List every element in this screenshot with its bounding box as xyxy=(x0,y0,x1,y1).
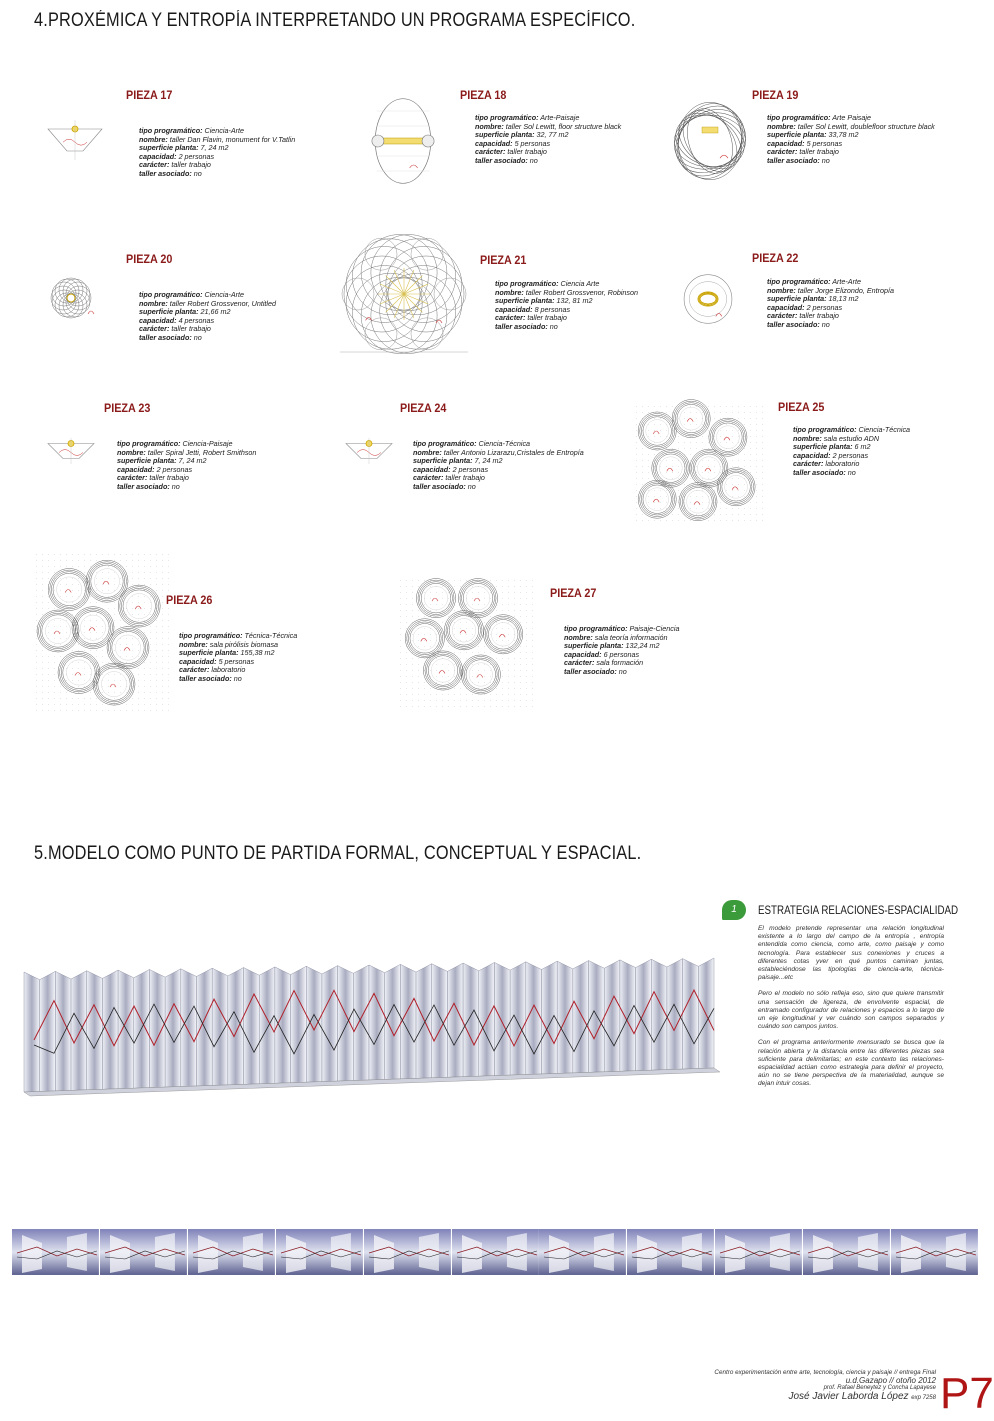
pieza-field-label: nombre: xyxy=(767,285,796,295)
pieza-field-value: 6 m2 xyxy=(854,442,871,452)
pieza-field-value: no xyxy=(233,673,242,683)
pieza-info-row-taller xyxy=(413,483,584,492)
pieza-field-label: carácter: xyxy=(139,324,170,334)
pieza-field-value: 18,13 m2 xyxy=(828,294,859,304)
section5-title: 5.MODELO COMO PUNTO DE PARTIDA FORMAL, CONCEPTUAL Y ESPACIAL. xyxy=(34,843,642,864)
pieza-plan-drawing xyxy=(30,548,170,714)
pieza-field-value: 4 personas xyxy=(178,315,215,325)
pieza-field-label: tipo programático: xyxy=(413,439,477,448)
pieza-field-label: taller asociado: xyxy=(475,155,528,165)
pieza-field-label: superficie planta: xyxy=(767,294,827,304)
pieza-field-value: taller trabajo xyxy=(507,147,547,157)
pieza-field-value: 132, 81 m2 xyxy=(556,296,593,306)
pieza-field-label: tipo programático: xyxy=(767,277,831,286)
pieza-info xyxy=(495,280,638,332)
model-photo-frame xyxy=(627,1229,715,1275)
pieza-field-value: sala pirólisis biomasa xyxy=(209,639,279,649)
pieza-field-value: no xyxy=(193,168,202,178)
footer-line3: prof. Rafael Beneytez y Concha Lapayese xyxy=(823,1385,936,1391)
pieza-field-label: superficie planta: xyxy=(564,641,624,651)
pieza-field-label: nombre: xyxy=(495,287,524,297)
pieza-field-value: taller trabajo xyxy=(171,324,211,334)
pieza-field-label: taller asociado: xyxy=(117,481,170,491)
pieza-field-label: tipo programático: xyxy=(495,279,559,288)
pieza-field-label: carácter: xyxy=(495,313,526,323)
pieza-plan-drawing xyxy=(672,98,748,184)
pieza-field-value: taller Antonio Lizarazu,Cristales de Entropía xyxy=(443,447,584,457)
pieza-field-value: no xyxy=(821,155,830,165)
pieza-info-row-taller xyxy=(475,157,621,166)
pieza-field-value: Ciencia-Técnica xyxy=(478,439,531,448)
model-photo-frame xyxy=(803,1229,891,1275)
pieza-field-value: 2 personas xyxy=(156,464,193,474)
pieza-plan-drawing xyxy=(394,574,534,708)
pieza-field-label: superficie planta: xyxy=(179,648,239,658)
model-photo-frame xyxy=(452,1229,540,1275)
pieza-field-label: taller asociado: xyxy=(767,155,820,165)
pieza-field-value: Arte Paisaje xyxy=(832,113,871,122)
pieza-info xyxy=(767,114,935,166)
pieza-field-label: taller asociado: xyxy=(179,673,232,683)
pieza-field-value: Ciencia Arte xyxy=(560,279,600,288)
pieza-field-label: capacidad: xyxy=(564,649,602,659)
pieza-field-value: sala estudio ADN xyxy=(823,433,880,443)
model-photo-frame xyxy=(364,1229,452,1275)
pieza-field-label: tipo programático: xyxy=(793,425,857,434)
pieza-field-value: Ciencia-Paisaje xyxy=(182,439,233,448)
pieza-field-value: Arte-Arte xyxy=(832,277,861,286)
pieza-field-value: no xyxy=(549,321,558,331)
pieza-field-value: 8 personas xyxy=(534,304,571,314)
pieza-field-label: superficie planta: xyxy=(793,442,853,452)
pieza-field-label: tipo programático: xyxy=(179,631,243,640)
pieza-field-value: 155,38 m2 xyxy=(240,648,275,658)
pieza-field-label: nombre: xyxy=(564,632,593,642)
page-code: P7 xyxy=(940,1369,994,1418)
pieza-title: PIEZA 27 xyxy=(550,586,597,600)
model-photo-frame xyxy=(188,1229,276,1275)
pieza-field-label: tipo programático: xyxy=(139,126,203,135)
pieza-field-label: capacidad: xyxy=(767,138,805,148)
pieza-plan-drawing xyxy=(340,228,468,360)
pieza-field-value: Paisaje-Ciencia xyxy=(629,624,680,633)
pieza-field-label: carácter: xyxy=(179,665,210,675)
pieza-title: PIEZA 26 xyxy=(166,593,213,607)
pieza-field-label: tipo programático: xyxy=(767,113,831,122)
model-photo-frame xyxy=(12,1229,100,1275)
pieza-field-value: no xyxy=(467,481,476,491)
pieza-field-label: superficie planta: xyxy=(767,130,827,140)
pieza-field-value: 7, 24 m2 xyxy=(200,143,229,153)
pieza-field-label: superficie planta: xyxy=(475,130,535,140)
model-photo-frame xyxy=(100,1229,188,1275)
pieza-field-value: taller trabajo xyxy=(445,473,485,483)
pieza-field-value: 21,66 m2 xyxy=(200,307,231,317)
pieza-title: PIEZA 25 xyxy=(778,400,825,414)
strategy-text xyxy=(758,925,944,1097)
pieza-plan-drawing xyxy=(44,118,106,162)
pieza-field-value: 132,24 m2 xyxy=(625,641,660,651)
pieza-field-label: taller asociado: xyxy=(564,666,617,676)
pieza-field-label: superficie planta: xyxy=(139,143,199,153)
pieza-field-value: taller trabajo xyxy=(799,311,839,321)
pieza-field-label: nombre: xyxy=(767,121,796,131)
pieza-field-value: 5 personas xyxy=(218,656,255,666)
pieza-info xyxy=(413,440,584,492)
pieza-info xyxy=(475,114,621,166)
pieza-field-label: taller asociado: xyxy=(139,168,192,178)
pieza-field-label: taller asociado: xyxy=(413,481,466,491)
pieza-field-value: 2 personas xyxy=(806,302,843,312)
pieza-field-label: taller asociado: xyxy=(495,321,548,331)
pieza-field-value: 5 personas xyxy=(514,138,551,148)
pieza-field-label: tipo programático: xyxy=(564,624,628,633)
footer-line2: u.d.Gazapo // otoño 2012 xyxy=(845,1376,936,1385)
pieza-field-label: taller asociado: xyxy=(767,319,820,329)
pieza-plan-drawing xyxy=(630,400,766,524)
pieza-info xyxy=(139,291,276,343)
pieza-field-label: carácter: xyxy=(564,658,595,668)
pieza-field-value: Ciencia-Arte xyxy=(204,126,245,135)
model-photo-strip xyxy=(12,1229,968,1275)
pieza-field-value: 5 personas xyxy=(806,138,843,148)
pieza-field-value: laboratorio xyxy=(825,459,860,469)
pieza-field-value: Técnica-Técnica xyxy=(244,631,298,640)
pieza-title: PIEZA 23 xyxy=(104,401,151,415)
pieza-field-value: 6 personas xyxy=(603,649,640,659)
pieza-field-label: superficie planta: xyxy=(117,456,177,466)
pieza-info-row-taller xyxy=(117,483,256,492)
pieza-info-row-taller xyxy=(767,157,935,166)
pieza-plan-drawing xyxy=(342,436,396,466)
pieza-field-value: taller Robert Grossvenor, Robinson xyxy=(525,287,639,297)
pieza-title: PIEZA 21 xyxy=(480,253,527,267)
pieza-title: PIEZA 19 xyxy=(752,88,799,102)
pieza-field-value: taller Sol Lewitt, floor structure black xyxy=(505,121,622,131)
pieza-field-label: carácter: xyxy=(139,160,170,170)
pieza-field-value: taller Robert Grossvenor, Untitled xyxy=(169,298,277,308)
pieza-info-row-taller xyxy=(179,675,297,684)
pieza-field-value: no xyxy=(171,481,180,491)
pieza-info xyxy=(179,632,297,684)
pieza-field-value: taller trabajo xyxy=(149,473,189,483)
pieza-field-label: carácter: xyxy=(413,473,444,483)
footer-line1: Centro experimentación entre arte, tecnología, ciencia y paisaje // entrega Final xyxy=(714,1369,936,1376)
pieza-field-label: capacidad: xyxy=(413,464,451,474)
pieza-field-label: carácter: xyxy=(117,473,148,483)
pieza-field-value: no xyxy=(193,332,202,342)
strategy-paragraph-1: El modelo pretende representar una relación longitudinal existente a lo largo del campo de la entropía , entropía entendida como ciencia, como arte, como paisaje y como tecnología. Para establecer sus conexiones y cruces a diferentes cotas yver en qué puntos caminan juntas, estableciéndose las tipologías de ciencia-arte, técnica-paisaje...etc xyxy=(758,925,944,982)
footer-credits xyxy=(714,1369,936,1402)
pieza-plan-drawing xyxy=(40,270,102,326)
pieza-field-label: superficie planta: xyxy=(495,296,555,306)
pieza-info xyxy=(793,426,910,478)
strategy-paragraph-2: Pero el modelo no sólo refleja eso, sino que quiere transmitir una sensación de ligereza, de envolvente espacial, de entramado configurador de relaciones y espacios a lo largo de un eje longitudinal y ver cuándo son campos separados y cuándo son campos juntos. xyxy=(758,990,944,1031)
pieza-info xyxy=(139,127,295,179)
pieza-field-value: taller trabajo xyxy=(171,160,211,170)
strategy-title: ESTRATEGIA RELACIONES-ESPACIALIDAD xyxy=(758,905,959,917)
pieza-field-value: 32, 77 m2 xyxy=(536,130,569,140)
pieza-field-label: nombre: xyxy=(139,134,168,144)
pieza-field-label: carácter: xyxy=(793,459,824,469)
pieza-info-row-taller xyxy=(139,334,276,343)
pieza-field-label: capacidad: xyxy=(117,464,155,474)
pieza-field-label: capacidad: xyxy=(767,302,805,312)
pieza-field-value: taller trabajo xyxy=(527,313,567,323)
model-photo-frame xyxy=(715,1229,803,1275)
pieza-info xyxy=(767,278,894,330)
pieza-field-value: no xyxy=(821,319,830,329)
model-photo-frame xyxy=(276,1229,364,1275)
pieza-field-value: laboratorio xyxy=(211,665,246,675)
pieza-field-value: 33,78 m2 xyxy=(828,130,859,140)
pieza-field-label: carácter: xyxy=(767,147,798,157)
pieza-field-value: 2 personas xyxy=(832,450,869,460)
pieza-field-label: taller asociado: xyxy=(793,467,846,477)
pieza-field-value: taller Sol Lewitt, doublefloor structure black xyxy=(797,121,935,131)
pieza-field-label: nombre: xyxy=(179,639,208,649)
pieza-field-label: capacidad: xyxy=(495,304,533,314)
footer-author-line xyxy=(714,1391,936,1402)
pieza-title: PIEZA 20 xyxy=(126,252,173,266)
pieza-field-label: carácter: xyxy=(767,311,798,321)
pieza-field-value: taller Spiral Jetti, Robert Smithson xyxy=(147,447,257,457)
pieza-field-label: superficie planta: xyxy=(139,307,199,317)
pieza-field-value: 7, 24 m2 xyxy=(474,456,503,466)
pieza-field-value: no xyxy=(529,155,538,165)
pieza-field-value: taller Jorge Elizondo, Entropía xyxy=(797,285,895,295)
pieza-field-label: capacidad: xyxy=(139,151,177,161)
strategy-paragraph-3: Con el programa anteriormente mensurado se busca que la relación abierta y la distancia entre las diferentes piezas sea suficiente para delimitarlas; en este contexto las relaciones-espacialidad actúan como estrategia para definir el proyecto, aún no se tiene perspectiva de la materialidad, aunque se dejan intuir cosas. xyxy=(758,1039,944,1088)
pieza-field-value: Arte-Paisaje xyxy=(540,113,580,122)
pieza-field-value: no xyxy=(618,666,627,676)
pieza-info-row-taller xyxy=(793,469,910,478)
pieza-plan-drawing xyxy=(682,270,734,328)
pieza-title: PIEZA 18 xyxy=(460,88,507,102)
pieza-field-label: capacidad: xyxy=(179,656,217,666)
strategy-number-badge: 1 xyxy=(722,900,746,920)
pieza-field-label: taller asociado: xyxy=(139,332,192,342)
footer-exp: exp 7258 xyxy=(911,1395,936,1401)
model-photo-frame xyxy=(539,1229,627,1275)
pieza-title: PIEZA 24 xyxy=(400,401,447,415)
pieza-field-label: tipo programático: xyxy=(475,113,539,122)
pieza-title: PIEZA 22 xyxy=(752,251,799,265)
pieza-info xyxy=(564,625,679,677)
pieza-field-label: tipo programático: xyxy=(117,439,181,448)
pieza-field-value: 7, 24 m2 xyxy=(178,456,207,466)
pieza-plan-drawing xyxy=(370,96,436,186)
pieza-field-value: sala formación xyxy=(596,658,644,668)
pieza-field-label: carácter: xyxy=(475,147,506,157)
pieza-field-label: nombre: xyxy=(793,433,822,443)
pieza-field-label: superficie planta: xyxy=(413,456,473,466)
pieza-plan-drawing xyxy=(44,436,98,466)
pieza-info-row-taller xyxy=(564,668,679,677)
pieza-field-label: tipo programático: xyxy=(139,290,203,299)
pieza-field-value: taller trabajo xyxy=(799,147,839,157)
pieza-field-label: nombre: xyxy=(139,298,168,308)
pieza-info-row-taller xyxy=(495,323,638,332)
pieza-field-value: Ciencia-Técnica xyxy=(858,425,911,434)
pieza-field-label: capacidad: xyxy=(139,315,177,325)
model-photo-frame xyxy=(891,1229,979,1275)
section4-title: 4.PROXÉMICA Y ENTROPÍA INTERPRETANDO UN PROGRAMA ESPECÍFICO. xyxy=(34,10,636,31)
pieza-field-label: nombre: xyxy=(117,447,146,457)
pieza-info-row-taller xyxy=(767,321,894,330)
pieza-field-value: taller Dan Flavin, monument for V.Tatlin xyxy=(169,134,296,144)
pieza-info-row-taller xyxy=(139,170,295,179)
pieza-field-label: capacidad: xyxy=(475,138,513,148)
folded-model-image xyxy=(14,950,734,1100)
pieza-field-label: nombre: xyxy=(413,447,442,457)
pieza-field-value: no xyxy=(847,467,856,477)
pieza-info xyxy=(117,440,256,492)
pieza-field-value: 2 personas xyxy=(452,464,489,474)
pieza-title: PIEZA 17 xyxy=(126,88,173,102)
pieza-field-value: Ciencia-Arte xyxy=(204,290,245,299)
footer-author: José Javier Laborda López xyxy=(788,1391,909,1402)
pieza-field-label: capacidad: xyxy=(793,450,831,460)
pieza-field-label: nombre: xyxy=(475,121,504,131)
pieza-field-value: 2 personas xyxy=(178,151,215,161)
pieza-field-value: sala teoría información xyxy=(594,632,668,642)
